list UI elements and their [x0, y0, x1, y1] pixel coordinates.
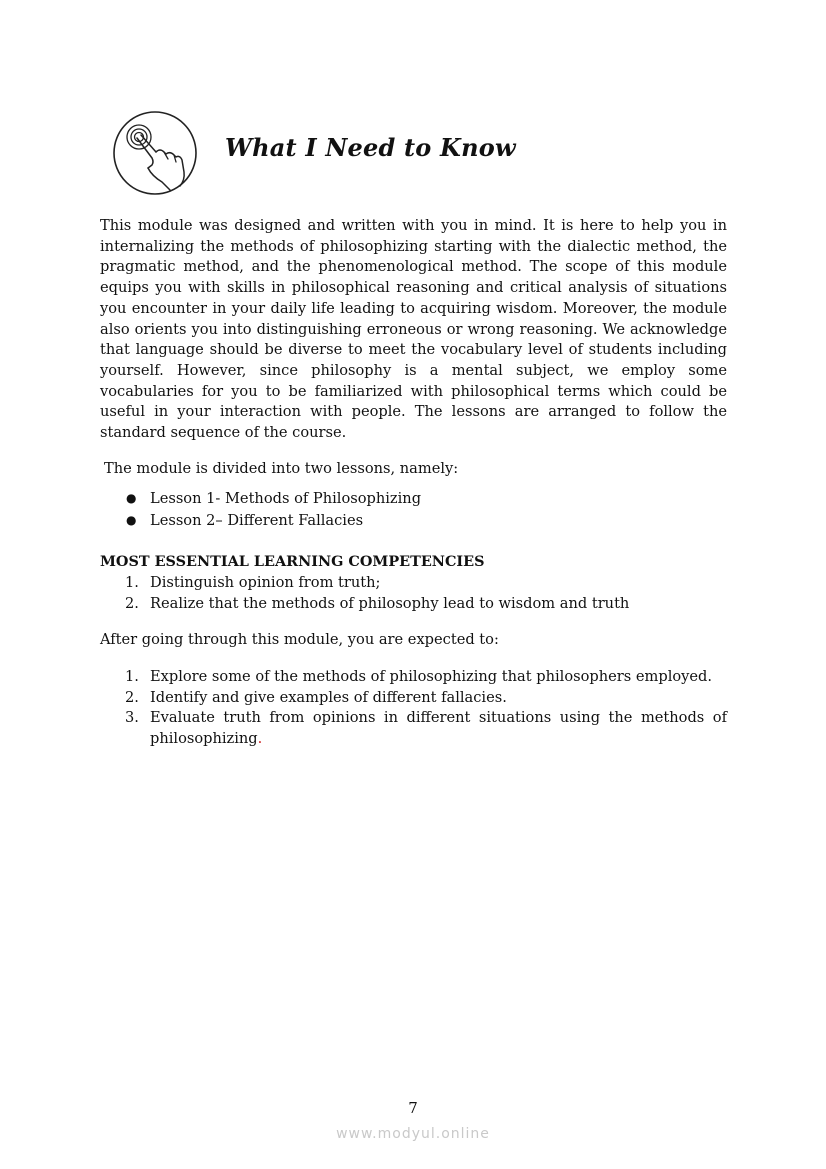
lesson-label: Lesson 1- Methods of Philosophizing [150, 490, 422, 507]
page-number: 7 [408, 1099, 418, 1117]
list-item [100, 510, 727, 532]
objective-text-wrapper [150, 708, 727, 749]
objectives-intro: After going through this module, you are expected to: [100, 631, 499, 648]
objective-text: Evaluate truth from opinions in different situations using the methods of philosophizing [150, 709, 727, 748]
objective-text: Explore some of the methods of philosophizing that philosophers employed. [150, 668, 713, 685]
watermark-text: www.modyul.online [336, 1126, 490, 1142]
bullet-icon: ● [126, 491, 137, 505]
item-number: 1. [125, 668, 139, 685]
intro-paragraph: This module was designed and written with you in mind. It is here to help you in internalizing the methods of philosophizing starting with the dialectic method, the pragmatic method, and the phenomenological method. The scope of this module equips you with skills in philosophical reasoning and critical analysis of situations you encounter in your daily life leading to acquiring wisdom. Moreover, the module also orients you into distinguishing erroneous or wrong reasoning. We acknowledge that language should be diverse to meet the vocabulary level of students including yourself. However, since philosophy is a mental subject, we employ some vocabularies for you to be familiarized with philosophical terms which could be useful in your interaction with people. The lessons are arranged to follow the standard sequence of the course. [100, 217, 727, 442]
list-item [100, 688, 727, 709]
competency-text: Distinguish opinion from truth; [150, 574, 381, 591]
list-item [100, 708, 727, 749]
item-number: 3. [125, 709, 139, 727]
list-item [100, 667, 727, 688]
lesson-list [100, 488, 727, 531]
bullet-icon: ● [126, 512, 137, 527]
competencies-heading: MOST ESSENTIAL LEARNING COMPETENCIES [100, 553, 485, 570]
list-item [100, 488, 727, 510]
competency-list [100, 573, 727, 614]
trailing-period: . [257, 730, 263, 748]
objective-text: Identify and give examples of different fallacies. [150, 688, 507, 706]
item-number: 1. [125, 574, 139, 591]
lessons-intro: The module is divided into two lessons, namely: [104, 460, 459, 477]
pointing-hand-icon [112, 110, 198, 196]
list-item [100, 594, 727, 615]
item-number: 2. [125, 594, 139, 612]
list-item [100, 573, 727, 594]
item-number: 2. [125, 688, 139, 706]
page-title: What I Need to Know [225, 133, 516, 162]
objective-list [100, 667, 727, 750]
competency-text: Realize that the methods of philosophy lead to wisdom and truth [150, 594, 630, 612]
lesson-label: Lesson 2– Different Fallacies [150, 511, 364, 529]
